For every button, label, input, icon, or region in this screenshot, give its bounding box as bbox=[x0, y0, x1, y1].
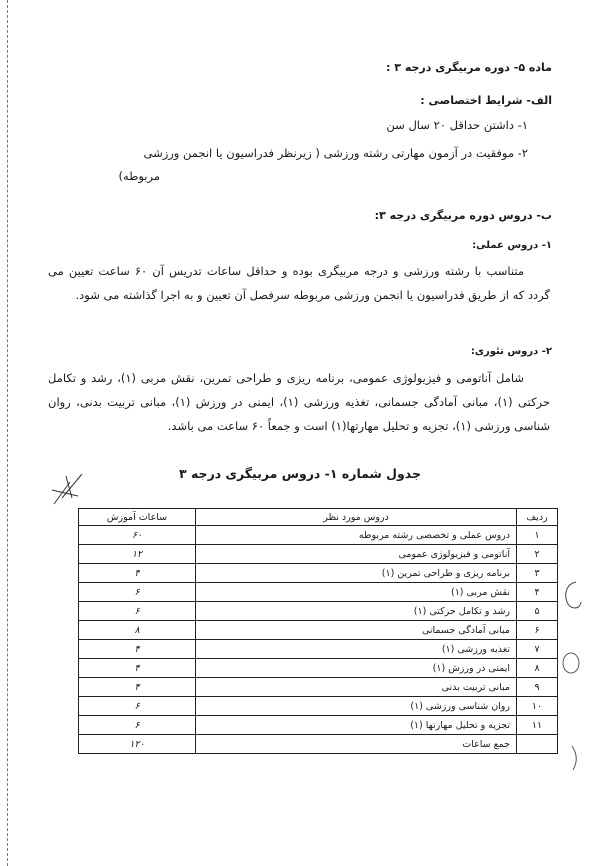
theory-heading: ۲- دروس تئوری: bbox=[470, 346, 552, 357]
row-hours: ۴ bbox=[79, 564, 196, 583]
row-no: ۱۱ bbox=[517, 716, 558, 735]
article-heading: ماده ۵- دوره مربیگری درجه ۳ : bbox=[386, 61, 552, 74]
table-title: جدول شماره ۱- دروس مربیگری درجه ۳ bbox=[178, 466, 422, 481]
row-course: رشد و تکامل حرکتی (۱) bbox=[196, 602, 517, 621]
margin-tick-mark-icon bbox=[568, 744, 582, 772]
header-no: ردیف bbox=[517, 509, 558, 526]
header-hours: ساعات آموزش bbox=[79, 509, 196, 526]
condition-item-1: ۱- داشتن حداقل ۲۰ سال سن bbox=[386, 118, 528, 132]
row-hours: ۸ bbox=[79, 621, 196, 640]
row-no: ۴ bbox=[517, 583, 558, 602]
row-hours: ۴ bbox=[79, 678, 196, 697]
row-no: ۵ bbox=[517, 602, 558, 621]
row-course: مبانی آمادگی جسمانی bbox=[196, 621, 517, 640]
theory-text: شامل آناتومی و فیزیولوژی عمومی، برنامه ریزی و طراحی تمرین، نقش مربی (۱)، رشد و تکامل حرکتی (۱)، مبانی آمادگی جسمانی، تغذیه ورزشی (۱)، ایمنی در ورزش (۱)، مبانی تربیت بدنی، روان شناسی ورزشی (۱)، تجزیه و تحلیل مهارتها(۱) است و جمعاً ۶۰ ساعت می باشد. bbox=[48, 371, 550, 433]
table-row bbox=[79, 659, 558, 678]
row-course: تجزیه و تحلیل مهارتها (۱) bbox=[196, 716, 517, 735]
table-row bbox=[79, 621, 558, 640]
practical-text: متناسب با رشته ورزشی و درجه مربیگری بوده و حداقل ساعات تدریس آن ۶۰ ساعت تعیین می گردد که از طریق فدراسیون یا انجمن ورزشی مربوطه سرفصل آن تعیین و به اجرا گذاشته می شود. bbox=[48, 264, 550, 302]
section-a-heading: الف- شرایط اختصاصی : bbox=[420, 94, 552, 107]
row-no: ۳ bbox=[517, 564, 558, 583]
header-course: دروس مورد نظر bbox=[196, 509, 517, 526]
table-row bbox=[79, 697, 558, 716]
table-row bbox=[79, 678, 558, 697]
row-no: ۹ bbox=[517, 678, 558, 697]
table-row bbox=[79, 716, 558, 735]
condition-item-2-cont: مربوطه) bbox=[118, 169, 160, 183]
row-course: مبانی تربیت بدنی bbox=[196, 678, 517, 697]
total-hours: ۱۲۰ bbox=[79, 735, 196, 754]
margin-circle-mark-icon bbox=[560, 650, 582, 676]
course-hours-table bbox=[78, 508, 558, 754]
row-course: روان شناسی ورزشی (۱) bbox=[196, 697, 517, 716]
row-hours: ۴ bbox=[79, 659, 196, 678]
table-row bbox=[79, 526, 558, 545]
row-course: دروس عملی و تخصصی رشته مربوطه bbox=[196, 526, 517, 545]
row-hours: ۶ bbox=[79, 583, 196, 602]
margin-circle-mark-icon bbox=[562, 580, 584, 612]
row-course: نقش مربی (۱) bbox=[196, 583, 517, 602]
practical-heading: ۱- دروس عملی: bbox=[472, 240, 552, 251]
row-hours: ۱۲ bbox=[79, 545, 196, 564]
condition-item-2: ۲- موفقیت در آزمون مهارتی رشته ورزشی ( زیرنظر فدراسیون یا انجمن ورزشی bbox=[143, 146, 528, 160]
row-no: ۸ bbox=[517, 659, 558, 678]
total-no-cell bbox=[517, 735, 558, 754]
total-label: جمع ساعات bbox=[196, 735, 517, 754]
row-no: ۷ bbox=[517, 640, 558, 659]
table-row bbox=[79, 602, 558, 621]
section-b-heading: ب- دروس دوره مربیگری درجه ۳: bbox=[374, 209, 552, 222]
row-course: ایمنی در ورزش (۱) bbox=[196, 659, 517, 678]
table-row bbox=[79, 545, 558, 564]
row-hours: ۶ bbox=[79, 716, 196, 735]
row-hours: ۴ bbox=[79, 640, 196, 659]
row-no: ۲ bbox=[517, 545, 558, 564]
row-course: برنامه ریزی و طراحی تمرین (۱) bbox=[196, 564, 517, 583]
row-course: تغذیه ورزشی (۱) bbox=[196, 640, 517, 659]
table-row bbox=[79, 564, 558, 583]
row-no: ۱۰ bbox=[517, 697, 558, 716]
row-hours: ۶ bbox=[79, 602, 196, 621]
row-no: ۱ bbox=[517, 526, 558, 545]
table-total-row bbox=[79, 735, 558, 754]
table-row bbox=[79, 640, 558, 659]
table-row bbox=[79, 583, 558, 602]
pen-mark-icon bbox=[48, 468, 88, 508]
row-hours: ۶ bbox=[79, 697, 196, 716]
row-course: آناتومی و فیزیولوژی عمومی bbox=[196, 545, 517, 564]
row-hours: ۶۰ bbox=[79, 526, 196, 545]
row-no: ۶ bbox=[517, 621, 558, 640]
